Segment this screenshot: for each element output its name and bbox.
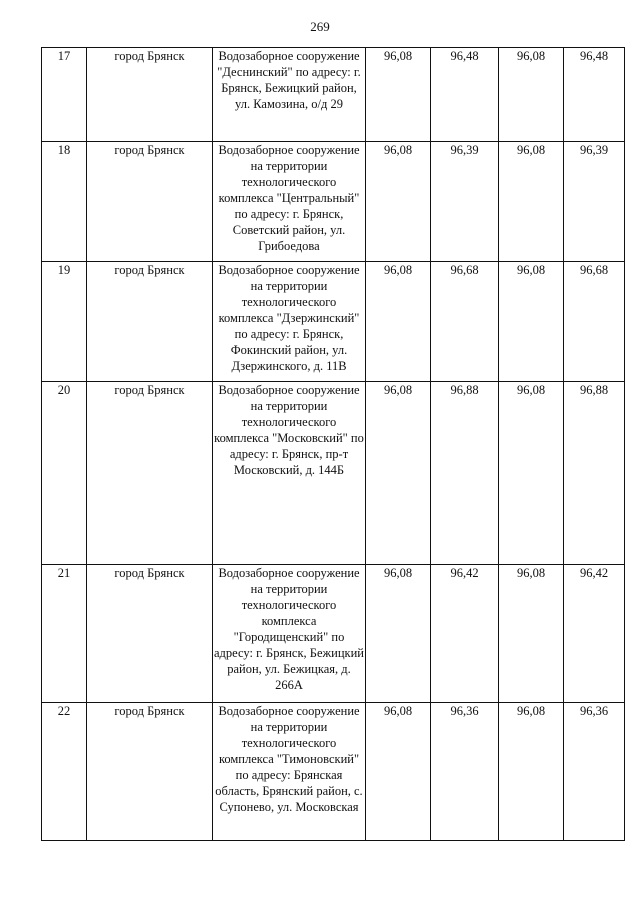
facility-description: Водозаборное сооружение на территории технологического комплекса "Городищенский" по адресу: г. Брянск, Бежицкий район, ул. Бежицкая, д. 266А xyxy=(213,565,366,703)
page-number: 269 xyxy=(310,19,330,34)
city-cell: город Брянск xyxy=(87,262,213,382)
value-cell-3: 96,08 xyxy=(499,262,564,382)
value-cell-4: 96,36 xyxy=(564,703,625,841)
value-cell-4: 96,42 xyxy=(564,565,625,703)
value-cell-2: 96,48 xyxy=(431,48,499,142)
facility-description: Водозаборное сооружение "Деснинский" по адресу: г. Брянск, Бежицкий район, ул. Камозина, о/д 29 xyxy=(213,48,366,142)
value-cell-3: 96,08 xyxy=(499,703,564,841)
value-cell-2: 96,36 xyxy=(431,703,499,841)
table-row xyxy=(42,262,625,382)
value-cell-4: 96,68 xyxy=(564,262,625,382)
value-cell-2: 96,42 xyxy=(431,565,499,703)
facility-description: Водозаборное сооружение на территории технологического комплекса "Тимоновский" по адресу: Брянская область, Брянский район, с. Супонево, ул. Московская xyxy=(213,703,366,841)
value-cell-1: 96,08 xyxy=(366,703,431,841)
water-intake-table xyxy=(41,47,625,841)
facility-description: Водозаборное сооружение на территории технологического комплекса "Центральный" по адресу: г. Брянск, Советский район, ул. Грибоедова xyxy=(213,142,366,262)
value-cell-3: 96,08 xyxy=(499,48,564,142)
row-number: 22 xyxy=(42,703,87,841)
table-row xyxy=(42,48,625,142)
value-cell-1: 96,08 xyxy=(366,262,431,382)
table-row xyxy=(42,703,625,841)
facility-description: Водозаборное сооружение на территории технологического комплекса "Дзержинский" по адресу: г. Брянск, Фокинский район, ул. Дзержинского, д. 11В xyxy=(213,262,366,382)
table-row xyxy=(42,565,625,703)
row-number: 18 xyxy=(42,142,87,262)
value-cell-2: 96,88 xyxy=(431,382,499,565)
table-row xyxy=(42,382,625,565)
value-cell-2: 96,68 xyxy=(431,262,499,382)
value-cell-4: 96,88 xyxy=(564,382,625,565)
value-cell-4: 96,48 xyxy=(564,48,625,142)
value-cell-1: 96,08 xyxy=(366,565,431,703)
value-cell-1: 96,08 xyxy=(366,382,431,565)
city-cell: город Брянск xyxy=(87,565,213,703)
city-cell: город Брянск xyxy=(87,703,213,841)
row-number: 21 xyxy=(42,565,87,703)
row-number: 20 xyxy=(42,382,87,565)
city-cell: город Брянск xyxy=(87,142,213,262)
table-row xyxy=(42,142,625,262)
value-cell-4: 96,39 xyxy=(564,142,625,262)
value-cell-2: 96,39 xyxy=(431,142,499,262)
value-cell-3: 96,08 xyxy=(499,565,564,703)
facility-description: Водозаборное сооружение на территории технологического комплекса "Московский" по адресу: г. Брянск, пр-т Московский, д. 144Б xyxy=(213,382,366,565)
value-cell-3: 96,08 xyxy=(499,382,564,565)
row-number: 19 xyxy=(42,262,87,382)
value-cell-3: 96,08 xyxy=(499,142,564,262)
value-cell-1: 96,08 xyxy=(366,48,431,142)
city-cell: город Брянск xyxy=(87,382,213,565)
row-number: 17 xyxy=(42,48,87,142)
value-cell-1: 96,08 xyxy=(366,142,431,262)
city-cell: город Брянск xyxy=(87,48,213,142)
